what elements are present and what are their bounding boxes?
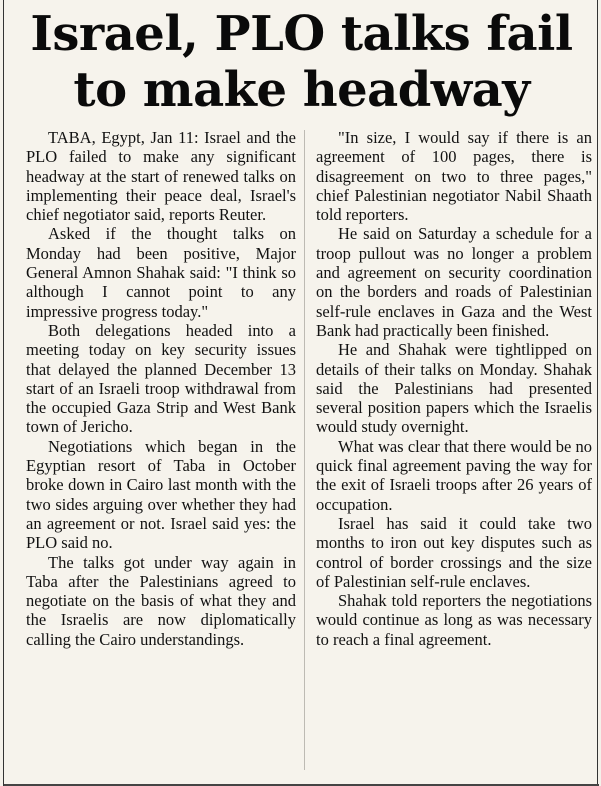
paragraph: The talks got under way again in Taba after the Palestinians agreed to negotiate on the basis of what they and the Israelis are now diplomatically calling the Cairo understandings. xyxy=(26,552,296,649)
headline xyxy=(4,6,599,118)
article-column-right xyxy=(316,128,592,649)
paragraph: What was clear that there would be no quick final agreement paving the way for the exit of Israeli troops after 26 years of occupation. xyxy=(316,436,592,514)
paragraph: Negotiations which began in the Egyptian resort of Taba in October broke down in Cairo last month with the two sides arguing over whether they had an agreement or not. Israel said yes: the PLO said no. xyxy=(26,436,296,553)
paragraph-dateline: TABA, Egypt, Jan 11: Israel and the PLO failed to make any significant headway at the start of renewed talks on implementing their peace deal, Israel's chief negotiator said, reports Reuter. xyxy=(26,128,296,225)
newspaper-clipping xyxy=(3,0,598,786)
paragraph: Israel has said it could take two months to iron out key disputes such as control of border crossings and the size of Palestinian self-rule enclaves. xyxy=(316,513,592,591)
headline-line-2: to make headway xyxy=(73,62,530,118)
headline-line-1: Israel, PLO talks fail xyxy=(30,6,573,62)
paragraph: He said on Saturday a schedule for a troop pullout was no longer a problem and agreement on security coordination on the borders and roads of Palestinian self-rule enclaves in Gaza and the West Bank had practically been finished. xyxy=(316,224,592,340)
column-divider xyxy=(304,130,305,770)
paragraph: Shahak told reporters the negotiations would continue as long as was necessary to reach a final agreement. xyxy=(316,591,592,649)
paragraph: "In size, I would say if there is an agreement of 100 pages, there is disagreement on two to three pages," chief Palestinian negotiator Nabil Shaath told reporters. xyxy=(316,128,592,225)
paragraph: Both delegations headed into a meeting today on key security issues that delayed the planned December 13 start of an Israeli troop withdrawal from the occupied Gaza Strip and West Bank town of Jericho. xyxy=(26,320,296,437)
article-column-left xyxy=(26,128,296,649)
paragraph: He and Shahak were tightlipped on details of their talks on Monday. Shahak said the Palestinians had presented several position papers which the Israelis would study overnight. xyxy=(316,340,592,437)
paragraph: Asked if the thought talks on Monday had been positive, Major General Amnon Shahak said: "I think so although I cannot point to any impressive progress today." xyxy=(26,224,296,321)
